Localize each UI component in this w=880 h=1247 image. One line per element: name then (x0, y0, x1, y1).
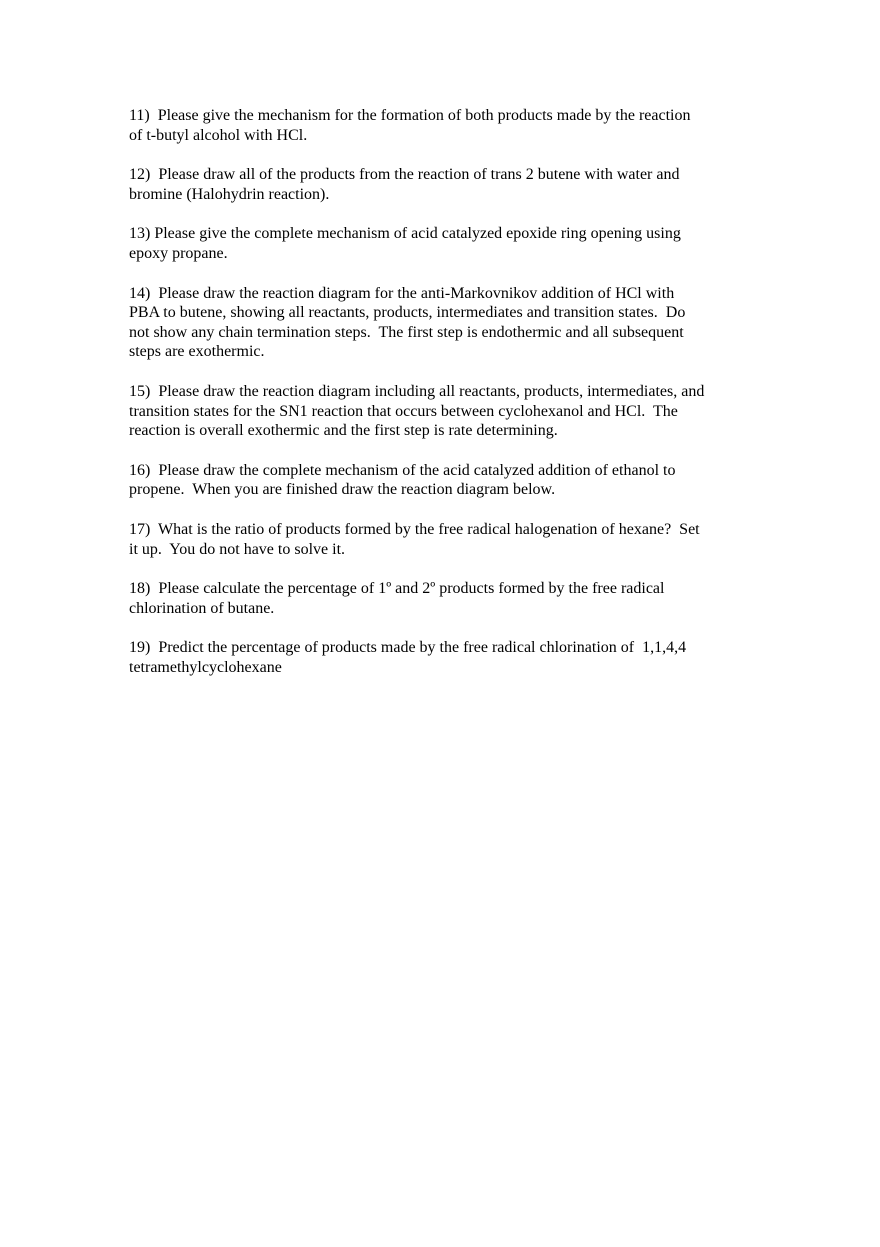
question-15 (129, 382, 759, 441)
question-line: 12) Please draw all of the products from the reaction of trans 2 butene with water and (129, 166, 680, 184)
question-16 (129, 461, 759, 500)
question-13 (129, 224, 759, 263)
question-line: steps are exothermic. (129, 343, 265, 361)
question-line: 13) Please give the complete mechanism of acid catalyzed epoxide ring opening using (129, 225, 681, 243)
question-line: chlorination of butane. (129, 599, 275, 617)
question-line: bromine (Halohydrin reaction). (129, 185, 330, 203)
question-line: 18) Please calculate the percentage of 1º and 2º products formed by the free radical (129, 580, 665, 598)
question-list (129, 106, 759, 697)
question-line: PBA to butene, showing all reactants, products, intermediates and transition states. Do (129, 304, 686, 322)
question-line: of t-butyl alcohol with HCl. (129, 126, 308, 144)
question-line: 15) Please draw the reaction diagram including all reactants, products, intermediates, and (129, 382, 705, 400)
question-line: 16) Please draw the complete mechanism of the acid catalyzed addition of ethanol to (129, 461, 676, 479)
question-18 (129, 579, 759, 618)
question-line: 17) What is the ratio of products formed by the free radical halogenation of hexane? Set (129, 520, 700, 538)
question-line: 14) Please draw the reaction diagram for the anti-Markovnikov addition of HCl with (129, 284, 675, 302)
question-11 (129, 106, 759, 145)
question-19 (129, 638, 759, 677)
question-line: epoxy propane. (129, 244, 228, 262)
question-line: 19) Predict the percentage of products made by the free radical chlorination of 1,1,4,4 (129, 639, 687, 657)
question-line: tetramethylcyclohexane (129, 658, 282, 676)
question-line: it up. You do not have to solve it. (129, 540, 346, 558)
question-line: transition states for the SN1 reaction that occurs between cyclohexanol and HCl. The (129, 402, 678, 420)
question-14 (129, 284, 759, 362)
question-12 (129, 165, 759, 204)
question-line: 11) Please give the mechanism for the formation of both products made by the reaction (129, 107, 691, 124)
question-line: not show any chain termination steps. The first step is endothermic and all subsequent (129, 323, 684, 341)
question-17 (129, 520, 759, 559)
question-line: reaction is overall exothermic and the first step is rate determining. (129, 422, 558, 440)
question-line: propene. When you are finished draw the reaction diagram below. (129, 481, 556, 499)
